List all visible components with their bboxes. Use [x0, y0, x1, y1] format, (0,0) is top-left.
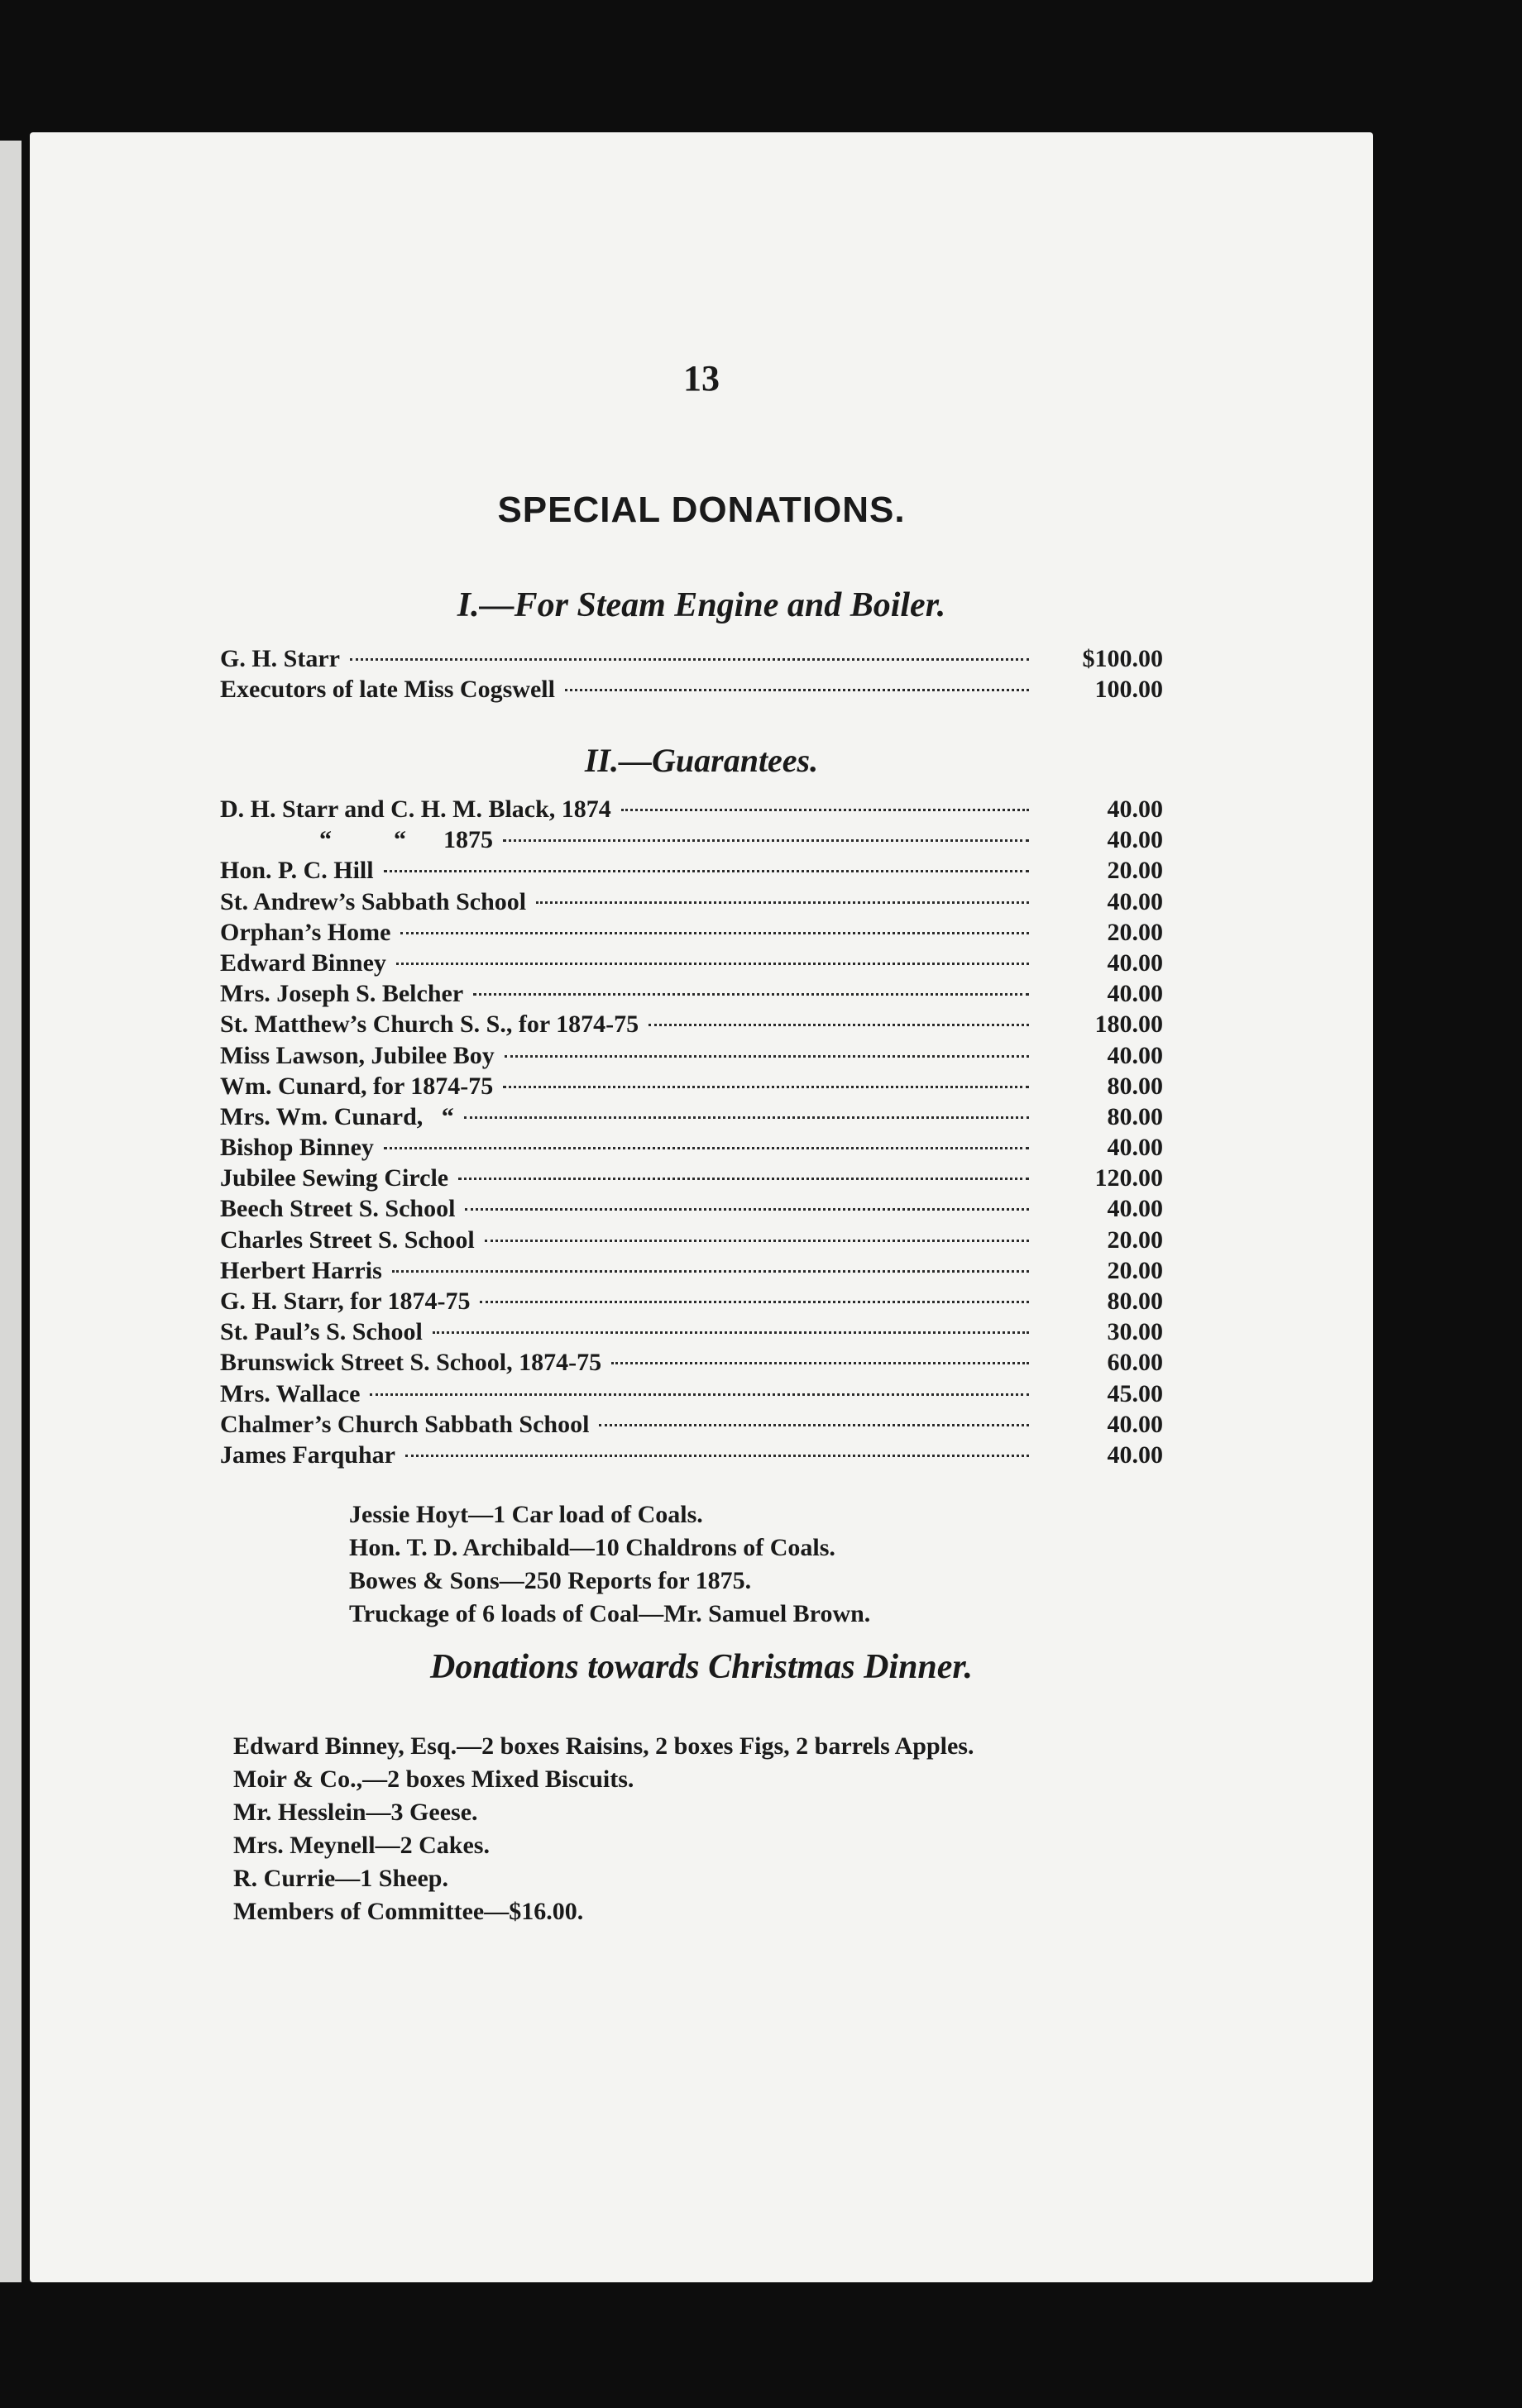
- guarantee-amount: 80.00: [1107, 1072, 1163, 1100]
- guarantee-row: [220, 978, 1163, 1009]
- guarantee-amount: 20.00: [1107, 1256, 1163, 1284]
- dot-leader: [565, 689, 1029, 691]
- dot-leader: [370, 1393, 1029, 1396]
- dot-leader: [400, 932, 1029, 934]
- guarantor-name: Mrs. Joseph S. Belcher: [220, 980, 464, 1008]
- guarantor-name: D. H. Starr and C. H. M. Black, 1874: [220, 796, 611, 823]
- guarantor-name: Herbert Harris: [220, 1256, 382, 1284]
- guarantee-row: [220, 1347, 1163, 1378]
- guarantee-amount: 40.00: [1107, 1440, 1163, 1469]
- donation-row: [220, 674, 1163, 705]
- guarantee-row: [220, 1132, 1163, 1163]
- christmas-donation-line: Mrs. Meynell—2 Cakes.: [233, 1832, 490, 1859]
- dot-leader: [599, 1424, 1029, 1426]
- note-line: Hon. T. D. Archibald—10 Chaldrons of Coals.: [349, 1534, 835, 1561]
- note-line: Bowes & Sons—250 Reports for 1875.: [349, 1567, 752, 1594]
- guarantee-row: [220, 948, 1163, 978]
- guarantor-name: St. Andrew’s Sabbath School: [220, 887, 527, 915]
- donation-row: [220, 643, 1163, 674]
- guarantor-name: Hon. P. C. Hill: [220, 857, 374, 885]
- christmas-donation-line: Members of Committee—$16.00.: [233, 1898, 584, 1925]
- left-page-edge: [0, 141, 22, 2282]
- guarantee-row: [220, 917, 1163, 948]
- dot-leader: [384, 1147, 1029, 1149]
- guarantee-row: [220, 794, 1163, 824]
- donation-amount: 100.00: [1094, 676, 1163, 704]
- dot-leader: [384, 870, 1029, 872]
- guarantee-row: [220, 1225, 1163, 1255]
- donor-name: G. H. Starr: [220, 645, 340, 672]
- dot-leader: [350, 658, 1029, 661]
- guarantee-amount: 120.00: [1094, 1164, 1163, 1192]
- guarantee-amount: 40.00: [1107, 887, 1163, 915]
- note-line: Truckage of 6 loads of Coal—Mr. Samuel Brown.: [349, 1600, 871, 1627]
- christmas-donations-list: [233, 1730, 974, 1928]
- dot-leader: [473, 993, 1029, 996]
- dot-leader: [465, 1208, 1029, 1211]
- guarantee-amount: 60.00: [1107, 1349, 1163, 1377]
- note-line: Jessie Hoyt—1 Car load of Coals.: [349, 1501, 703, 1528]
- guarantee-row: [220, 1255, 1163, 1286]
- guarantee-amount: 40.00: [1107, 1410, 1163, 1438]
- guarantor-name: Charles Street S. School: [220, 1226, 475, 1254]
- dot-leader: [433, 1331, 1029, 1334]
- dot-leader: [503, 1086, 1029, 1088]
- dot-leader: [536, 901, 1029, 904]
- guarantor-name: Miss Lawson, Jubilee Boy: [220, 1041, 495, 1069]
- dot-leader: [503, 839, 1029, 842]
- guarantee-amount: 40.00: [1107, 796, 1163, 823]
- guarantee-amount: 40.00: [1107, 1195, 1163, 1223]
- dot-leader: [505, 1055, 1029, 1058]
- guarantee-row: [220, 1009, 1163, 1039]
- page-number: 13: [683, 358, 720, 399]
- christmas-donation-line: Mr. Hesslein—3 Geese.: [233, 1799, 478, 1826]
- dot-leader: [480, 1301, 1029, 1303]
- guarantor-name: Orphan’s Home: [220, 918, 391, 946]
- guarantees-list: [220, 794, 1163, 1470]
- christmas-donation-line: Edward Binney, Esq.—2 boxes Raisins, 2 boxes Figs, 2 barrels Apples.: [233, 1732, 974, 1760]
- section-heading-guarantees: II.—Guarantees.: [584, 742, 819, 779]
- guarantor-name: Bishop Binney: [220, 1134, 374, 1162]
- guarantor-name: Mrs. Wallace: [220, 1379, 361, 1407]
- guarantor-name: Mrs. Wm. Cunard, “: [220, 1102, 454, 1130]
- guarantee-amount: 30.00: [1107, 1318, 1163, 1346]
- guarantor-name: St. Paul’s S. School: [220, 1318, 423, 1346]
- guarantor-name: G. H. Starr, for 1874-75: [220, 1288, 471, 1315]
- guarantor-name: Beech Street S. School: [220, 1195, 456, 1223]
- guarantee-row: [220, 1409, 1163, 1440]
- guarantor-name: Wm. Cunard, for 1874-75: [220, 1072, 494, 1100]
- guarantor-name: Chalmer’s Church Sabbath School: [220, 1410, 590, 1438]
- guarantee-amount: 180.00: [1094, 1010, 1163, 1039]
- guarantee-row: [220, 1101, 1163, 1132]
- guarantee-row: [220, 1378, 1163, 1409]
- in-kind-notes: [349, 1498, 870, 1631]
- donor-name: Executors of late Miss Cogswell: [220, 676, 555, 704]
- guarantor-name: Edward Binney: [220, 948, 386, 977]
- guarantee-amount: 20.00: [1107, 918, 1163, 946]
- guarantee-amount: 80.00: [1107, 1288, 1163, 1315]
- guarantee-row: [220, 1440, 1163, 1470]
- guarantee-amount: 40.00: [1107, 980, 1163, 1008]
- guarantor-name: Brunswick Street S. School, 1874-75: [220, 1349, 602, 1377]
- guarantee-row: [220, 824, 1163, 855]
- guarantee-row: [220, 855, 1163, 886]
- donation-amount: $100.00: [1082, 645, 1163, 672]
- dot-leader: [458, 1178, 1029, 1180]
- guarantee-amount: 40.00: [1107, 1134, 1163, 1162]
- dot-leader: [485, 1240, 1029, 1242]
- guarantee-row: [220, 1163, 1163, 1193]
- guarantee-row: [220, 1286, 1163, 1316]
- guarantee-row: [220, 886, 1163, 917]
- guarantee-amount: 40.00: [1107, 948, 1163, 977]
- section-heading-christmas: Donations towards Christmas Dinner.: [430, 1648, 973, 1686]
- dot-leader: [392, 1270, 1029, 1273]
- dot-leader: [405, 1455, 1029, 1457]
- guarantee-amount: 20.00: [1107, 857, 1163, 885]
- document-page: [30, 132, 1373, 2282]
- christmas-donation-line: R. Currie—1 Sheep.: [233, 1865, 448, 1892]
- dot-leader: [464, 1116, 1029, 1119]
- guarantee-amount: 45.00: [1107, 1379, 1163, 1407]
- guarantee-row: [220, 1193, 1163, 1224]
- dot-leader: [611, 1362, 1029, 1364]
- section-heading-steam-engine: I.—For Steam Engine and Boiler.: [457, 586, 946, 624]
- dot-leader: [621, 809, 1029, 811]
- dot-leader: [396, 963, 1029, 965]
- guarantor-name: “ “ 1875: [220, 826, 493, 854]
- dot-leader: [649, 1024, 1029, 1026]
- steam-engine-list: [220, 643, 1163, 705]
- guarantor-name: St. Matthew’s Church S. S., for 1874-75: [220, 1010, 639, 1039]
- page-title: SPECIAL DONATIONS.: [497, 490, 906, 530]
- guarantee-row: [220, 1316, 1163, 1347]
- guarantor-name: Jubilee Sewing Circle: [220, 1164, 449, 1192]
- guarantee-amount: 80.00: [1107, 1102, 1163, 1130]
- guarantee-row: [220, 1071, 1163, 1101]
- guarantee-amount: 40.00: [1107, 826, 1163, 854]
- guarantee-amount: 40.00: [1107, 1041, 1163, 1069]
- christmas-donation-line: Moir & Co.,—2 boxes Mixed Biscuits.: [233, 1765, 634, 1793]
- guarantee-amount: 20.00: [1107, 1226, 1163, 1254]
- guarantor-name: James Farquhar: [220, 1440, 395, 1469]
- guarantee-row: [220, 1040, 1163, 1071]
